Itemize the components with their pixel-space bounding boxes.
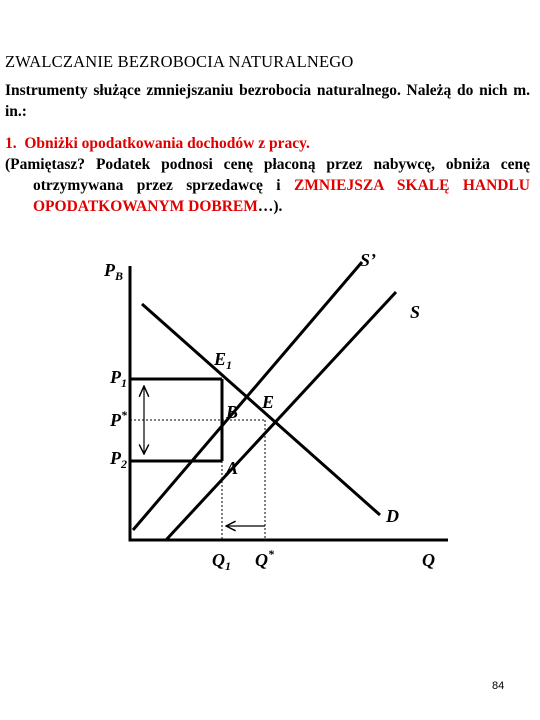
label-q1: $Q_1$ [212, 550, 231, 573]
point-number: 1. [5, 135, 17, 152]
demand-curve-d [142, 304, 380, 515]
recall-highlight: ZMNIEJSZA SKALĘ HANDLU OPODATKOWANYM DOBREM [33, 177, 530, 215]
point-text: Obniżki opodatkowania dochodów z pracy. [24, 135, 310, 152]
label-qstar: Q* [255, 547, 274, 570]
label-p1: $P_1$ [110, 367, 127, 390]
label-d: D [386, 506, 399, 526]
y-axis-label: $P_B$ [104, 260, 124, 283]
label-e1: $E_1$ [214, 349, 233, 372]
slide-title: ZWALCZANIE BEZROBOCIA NATURALNEGO [5, 52, 354, 71]
page-number: 84 [492, 680, 505, 692]
label-p2: $P_2$ [110, 448, 127, 471]
recall-prefix: (Pamiętasz? Podatek podnosi cenę płaconą przez nabywcę, obniża cenę otrzymywana przez sprzedawcę i [5, 156, 530, 194]
recall-suffix: …). [257, 198, 283, 215]
label-pstar: P* [110, 408, 127, 430]
label-a: A [226, 458, 239, 478]
label-e: E [262, 392, 275, 412]
label-s-prime: S’ [360, 250, 377, 270]
axes [130, 266, 448, 540]
supply-curve-s [166, 292, 396, 540]
label-b: B [226, 402, 239, 422]
intro-text: Instrumenty służące zmniejszaniu bezrobocia naturalnego. Należą do nich m. in.: [5, 82, 530, 120]
x-axis-label: Q [422, 550, 435, 570]
label-s: S [410, 302, 421, 322]
